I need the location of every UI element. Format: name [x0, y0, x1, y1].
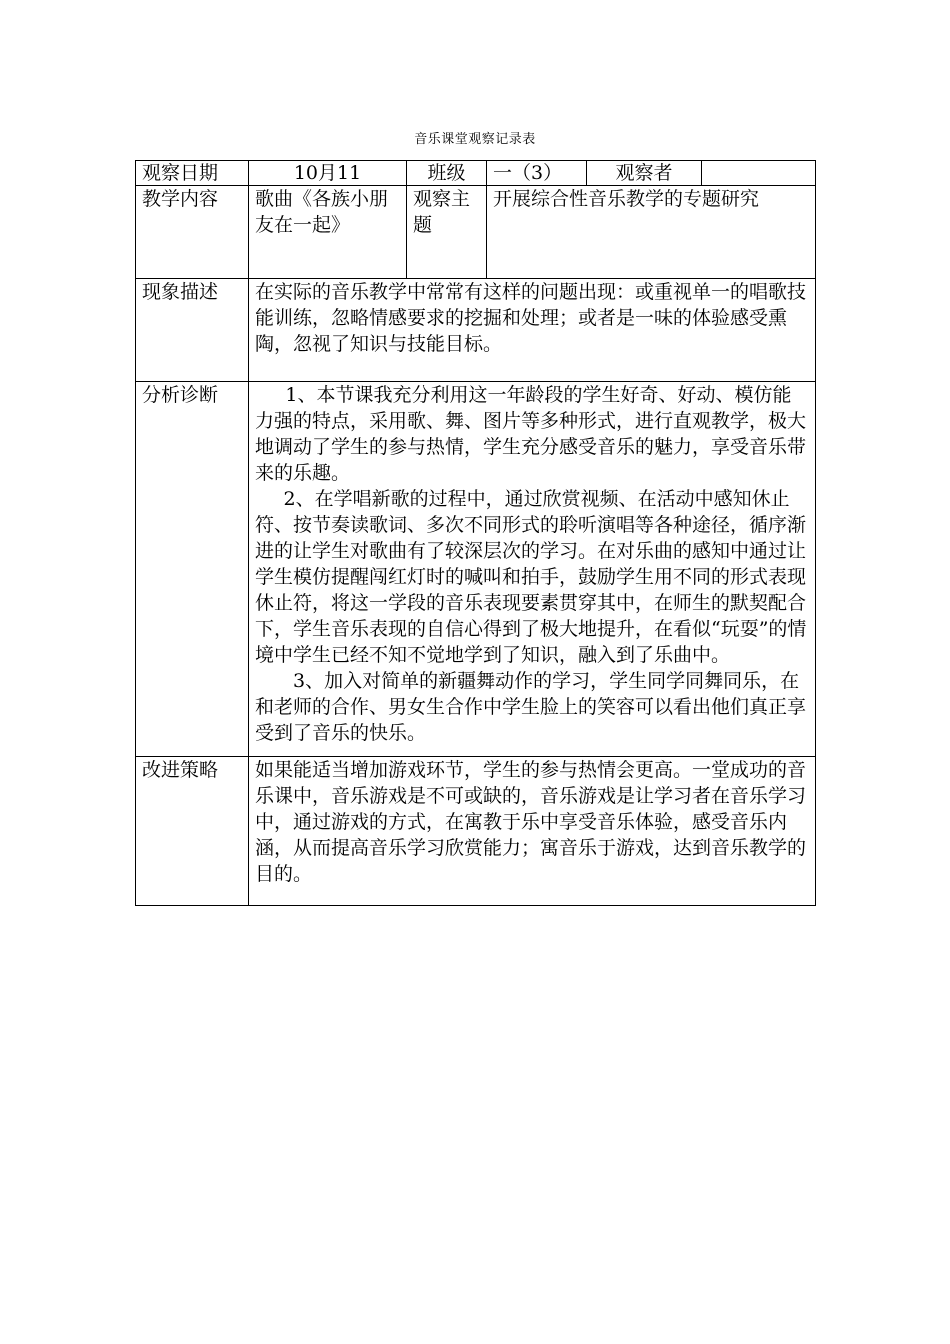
date-label: 观察日期 — [136, 161, 249, 186]
observation-table — [135, 160, 816, 906]
phenomenon-text: 在实际的音乐教学中常常有这样的问题出现：或重视单一的唱歌技能训练，忽略情感要求的挖掘和处理；或者是一味的体验感受熏陶，忽视了知识与技能目标。 — [249, 279, 816, 382]
content-label: 教学内容 — [136, 186, 249, 279]
table-row-improvement — [136, 757, 816, 906]
phenomenon-label: 现象描述 — [136, 279, 249, 382]
analysis-paragraph-3: 3、加入对简单的新疆舞动作的学习，学生同学同舞同乐，在和老师的合作、男女生合作中学生脸上的笑容可以看出他们真正享受到了音乐的快乐。 — [255, 670, 807, 744]
theme-value: 开展综合性音乐教学的专题研究 — [487, 186, 816, 279]
analysis-paragraph-2: 2、在学唱新歌的过程中，通过欣赏视频、在活动中感知休止符、按节奏读歌词、多次不同形式的聆听演唱等各种途径，循序渐进的让学生对歌曲有了较深层次的学习。在对乐曲的感知中通过让学生模仿提醒闯红灯时的喊叫和拍手，鼓励学生用不同的形式表现休止符，将这一学段的音乐表现要素贯穿其中，在师生的默契配合下，学生音乐表现的自信心得到了极大地提升，在看似“玩耍”的情境中学生已经不知不觉地学到了知识，融入到了乐曲中。 — [255, 488, 807, 666]
table-row-phenomenon — [136, 279, 816, 382]
date-value: 10月11 — [249, 161, 407, 186]
improvement-label: 改进策略 — [136, 757, 249, 906]
class-value: 一（3） — [487, 161, 587, 186]
content-value: 歌曲《各族小朋友在一起》 — [249, 186, 407, 279]
observer-value — [702, 161, 816, 186]
table-row-teaching-content — [136, 186, 816, 279]
improvement-text: 如果能适当增加游戏环节，学生的参与热情会更高。一堂成功的音乐课中，音乐游戏是不可或缺的，音乐游戏是让学习者在音乐学习中，通过游戏的方式，在寓教于乐中享受音乐体验，感受音乐内涵，从而提高音乐学习欣赏能力；寓音乐于游戏，达到音乐教学的目的。 — [249, 757, 816, 906]
analysis-label: 分析诊断 — [136, 382, 249, 757]
observer-label: 观察者 — [587, 161, 702, 186]
document-title: 音乐课堂观察记录表 — [414, 132, 536, 147]
table-row-analysis — [136, 382, 816, 757]
class-label: 班级 — [407, 161, 487, 186]
analysis-body — [249, 382, 816, 757]
table-row-basic-info — [136, 161, 816, 186]
theme-label: 观察主题 — [407, 186, 487, 279]
analysis-paragraph-1: 1、本节课我充分利用这一年龄段的学生好奇、好动、模仿能力强的特点，采用歌、舞、图片等多种形式，进行直观教学，极大地调动了学生的参与热情，学生充分感受音乐的魅力，享受音乐带来的乐趣。 — [255, 384, 807, 484]
